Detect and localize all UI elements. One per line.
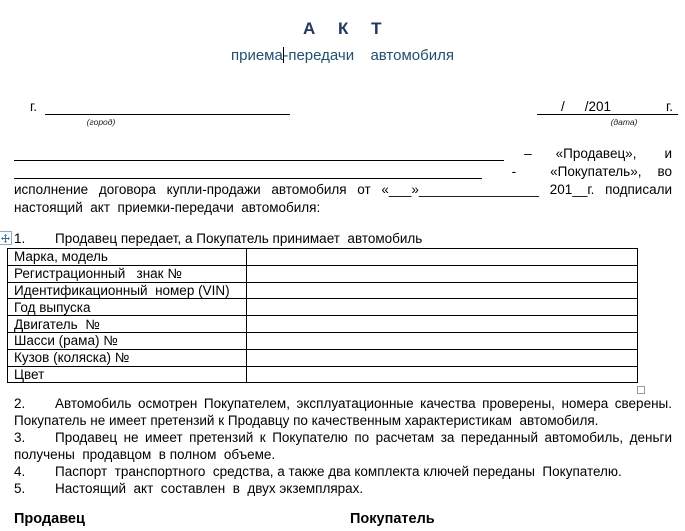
table-move-handle-icon[interactable] — [0, 231, 12, 245]
subtitle-text-left: приема — [231, 47, 283, 64]
vehicle-details-table — [7, 248, 638, 383]
row-label-reg-number: Регистрационный знак № — [14, 266, 182, 282]
seller-dash: – — [524, 146, 532, 161]
table-row — [8, 332, 638, 349]
clause-3-number: 3. — [14, 430, 26, 445]
contract-reference-line: исполнение договора купли-продажи автомобиля от «___»________________ 201__г. подписали — [14, 182, 672, 197]
table-row — [8, 265, 638, 282]
table-row — [8, 349, 638, 366]
date-year-suffix: г. — [665, 99, 673, 114]
buyer-role-label: «Покупатель», — [550, 164, 642, 179]
buyer-name-line — [14, 163, 672, 181]
clause-1-text: Продавец передает, а Покупатель принимает автомобиль — [55, 231, 423, 246]
row-label-chassis: Шасси (рама) № — [14, 333, 118, 349]
clause-2-number: 2. — [14, 396, 26, 411]
row-value-engine[interactable] — [247, 316, 638, 333]
date-blank-field[interactable] — [537, 100, 678, 115]
clause-1 — [14, 231, 672, 246]
seller-line-tail: и — [664, 146, 672, 161]
row-label-vin: Идентификационный номер (VIN) — [14, 282, 230, 298]
city-hint-label: (город) — [86, 117, 116, 127]
clause-3-line-2: получены продавцом в полном объеме. — [14, 447, 276, 462]
row-label-year: Год выпуска — [14, 299, 91, 315]
page-title: А К Т — [303, 19, 382, 38]
signature-buyer-label: Покупатель — [350, 511, 435, 527]
clause-2-line-2: Покупатель не имеет претензий к Продавцу по качественным характеристикам автомобиля. — [14, 413, 599, 428]
clause-2-text-1: Автомобиль осмотрен Покупателем, эксплуатационные качества проверены, номера сверены. — [55, 396, 672, 411]
subtitle-text-right: -передачи автомобиля — [283, 47, 454, 64]
clause-3-line-1 — [14, 429, 672, 446]
clause-3-text-1: Продавец не имеет претензий к Покупателю по расчетам за переданный автомобиль, деньги — [55, 430, 672, 445]
buyer-line-tail: во — [657, 164, 672, 179]
clause-2-line-1 — [14, 395, 672, 412]
row-value-make-model[interactable] — [247, 249, 638, 266]
row-label-engine: Двигатель № — [14, 316, 100, 332]
seller-role-label: «Продавец», — [555, 146, 637, 161]
date-century-text: /201 — [584, 99, 612, 114]
table-row — [8, 282, 638, 299]
row-value-body[interactable] — [247, 349, 638, 366]
clause-1-number: 1. — [14, 231, 26, 246]
buyer-name-blank-field[interactable] — [14, 163, 482, 181]
table-row — [8, 366, 638, 383]
row-label-make-model: Марка, модель — [14, 249, 108, 265]
table-row — [8, 299, 638, 316]
row-value-chassis[interactable] — [247, 332, 638, 349]
row-value-year[interactable] — [247, 299, 638, 316]
date-hint-label: (дата) — [610, 117, 638, 127]
table-row — [8, 316, 638, 333]
clause-5-line — [14, 480, 672, 497]
signature-seller-label: Продавец — [14, 511, 85, 527]
row-label-color: Цвет — [14, 366, 45, 382]
city-blank-field[interactable] — [45, 100, 290, 115]
buyer-dash: - — [511, 164, 517, 179]
four-arrows-move-icon — [1, 234, 10, 243]
seller-name-line — [14, 145, 672, 163]
row-value-vin[interactable] — [247, 282, 638, 299]
parties-paragraph — [14, 145, 672, 217]
clause-5-number: 5. — [14, 481, 26, 496]
clause-4-text: Паспорт транспортного средства, а также два комплекта ключей переданы Покупателю. — [55, 464, 622, 479]
seller-name-blank-field[interactable] — [14, 145, 504, 163]
clause-5-text: Настоящий акт составлен в двух экземплярах. — [55, 481, 364, 496]
row-label-body: Кузов (коляска) № — [14, 350, 130, 366]
row-value-color[interactable] — [247, 366, 638, 383]
clause-4-number: 4. — [14, 464, 26, 479]
act-statement-line: настоящий акт приемки-передачи автомобиля: — [14, 200, 321, 215]
clause-4-line — [14, 463, 672, 480]
row-value-reg-number[interactable] — [247, 265, 638, 282]
date-separator: / — [561, 99, 565, 114]
clauses-block — [14, 395, 672, 497]
table-resize-handle-icon[interactable] — [637, 386, 645, 394]
table-row — [8, 249, 638, 266]
city-prefix-label: г. — [30, 99, 38, 114]
page-subtitle — [0, 47, 685, 64]
